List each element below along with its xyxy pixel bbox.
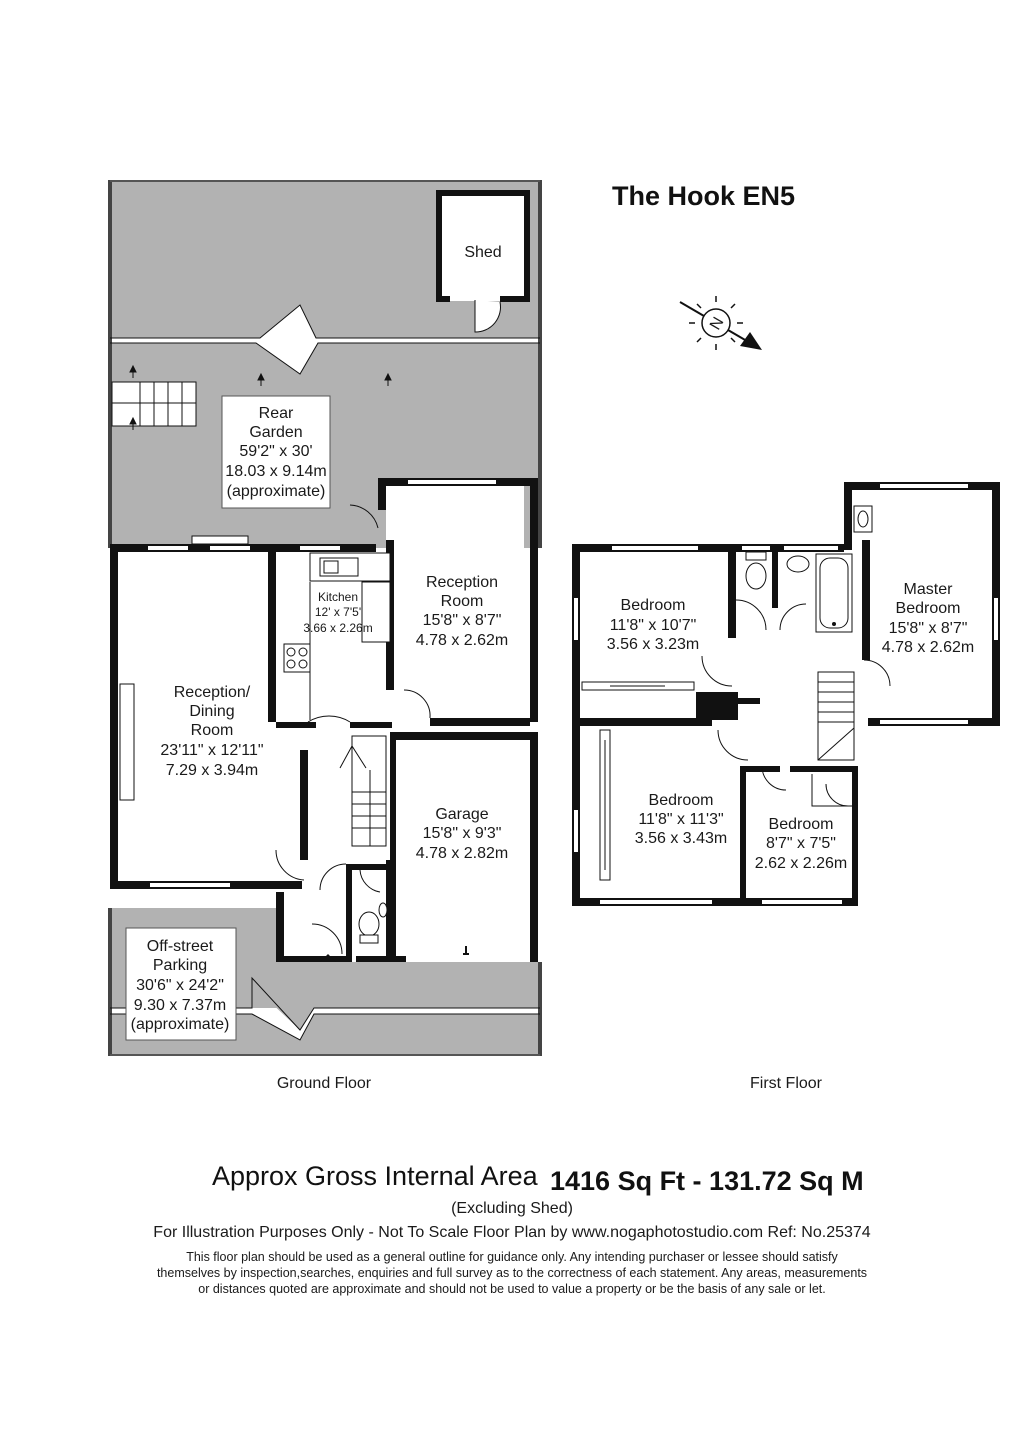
- kitchen-name: Kitchen: [317, 590, 359, 604]
- disclaimer-line-3: or distances quoted are approximate and should not be used to value a property or be the basis of any sale or let.: [198, 1282, 826, 1296]
- compass-letter: N: [707, 314, 728, 334]
- credit-line: For Illustration Purposes Only - Not To Scale Floor Plan by www.nogaphotostudio.com Ref: No.25374: [153, 1224, 871, 1241]
- garage-imperial: 15'8" x 9'3": [422, 825, 502, 842]
- disclaimer-line-2: themselves by inspection,searches, enquiries and full survey as to the correctness of each statement. Any areas, measurements: [156, 1266, 868, 1280]
- reception-room-name-2: Room: [440, 593, 484, 610]
- reception-dining-name-1: Reception/: [173, 684, 251, 701]
- reception-dining-metric: 7.29 x 3.94m: [165, 762, 259, 779]
- bedroom-2-metric: 3.56 x 3.43m: [634, 830, 728, 847]
- master-bedroom-imperial: 15'8" x 8'7": [888, 620, 968, 637]
- shed-label: Shed: [464, 244, 502, 261]
- bedroom-1-metric: 3.56 x 3.23m: [606, 636, 700, 653]
- bedroom-3-name: Bedroom: [768, 816, 834, 833]
- first-floor-caption: First Floor: [750, 1075, 822, 1092]
- garage-metric: 4.78 x 2.82m: [415, 845, 509, 862]
- rear-garden-name-1: Rear: [258, 405, 294, 422]
- reception-room-imperial: 15'8" x 8'7": [422, 612, 502, 629]
- master-bedroom-metric: 4.78 x 2.62m: [881, 639, 975, 656]
- garage-name: Garage: [435, 806, 489, 823]
- rear-garden-metric: 18.03 x 9.14m: [225, 463, 327, 480]
- parking-name-2: Parking: [152, 957, 208, 974]
- parking-metric: 9.30 x 7.37m: [133, 997, 227, 1014]
- rear-garden-imperial: 59'2" x 30': [239, 443, 313, 460]
- kitchen-metric: 3.66 x 2.26m: [303, 621, 373, 635]
- bedroom-2-imperial: 11'8" x 11'3": [638, 811, 724, 828]
- property-title: The Hook EN5: [612, 181, 796, 211]
- master-bedroom-name-1: Master: [903, 581, 953, 598]
- area-label: Approx Gross Internal Area: [212, 1161, 538, 1191]
- compass-icon: [680, 296, 762, 350]
- bedroom-1-name: Bedroom: [620, 597, 686, 614]
- first-floor-plan: [572, 482, 1000, 1092]
- reception-room-metric: 4.78 x 2.62m: [415, 632, 509, 649]
- reception-dining-imperial: 23'11" x 12'11": [160, 742, 264, 759]
- parking-name-1: Off-street: [146, 938, 214, 955]
- rear-garden-name-2: Garden: [249, 424, 303, 441]
- parking-imperial: 30'6" x 24'2": [136, 977, 224, 994]
- master-bedroom-name-2: Bedroom: [895, 600, 961, 617]
- parking-note: (approximate): [130, 1016, 230, 1033]
- bedroom-2-name: Bedroom: [648, 792, 714, 809]
- bedroom-1-imperial: 11'8" x 10'7": [609, 617, 697, 634]
- kitchen-imperial: 12' x 7'5': [314, 605, 362, 619]
- ground-floor-plan: [108, 180, 542, 1092]
- ground-floor-walls: [110, 478, 538, 964]
- bedroom-3-metric: 2.62 x 2.26m: [754, 855, 848, 872]
- reception-room-name-1: Reception: [425, 574, 499, 591]
- reception-dining-name-3: Room: [190, 722, 234, 739]
- area-value: 1416 Sq Ft - 131.72 Sq M: [550, 1166, 864, 1196]
- area-excluding-note: (Excluding Shed): [451, 1200, 573, 1217]
- reception-dining-name-2: Dining: [189, 703, 235, 720]
- disclaimer-line-1: This floor plan should be used as a general outline for guidance only. Any intending purchaser or lessee should satisfy: [186, 1250, 838, 1264]
- ground-floor-caption: Ground Floor: [276, 1075, 372, 1092]
- rear-garden-note: (approximate): [226, 483, 326, 500]
- bedroom-3-imperial: 8'7" x 7'5": [766, 835, 836, 852]
